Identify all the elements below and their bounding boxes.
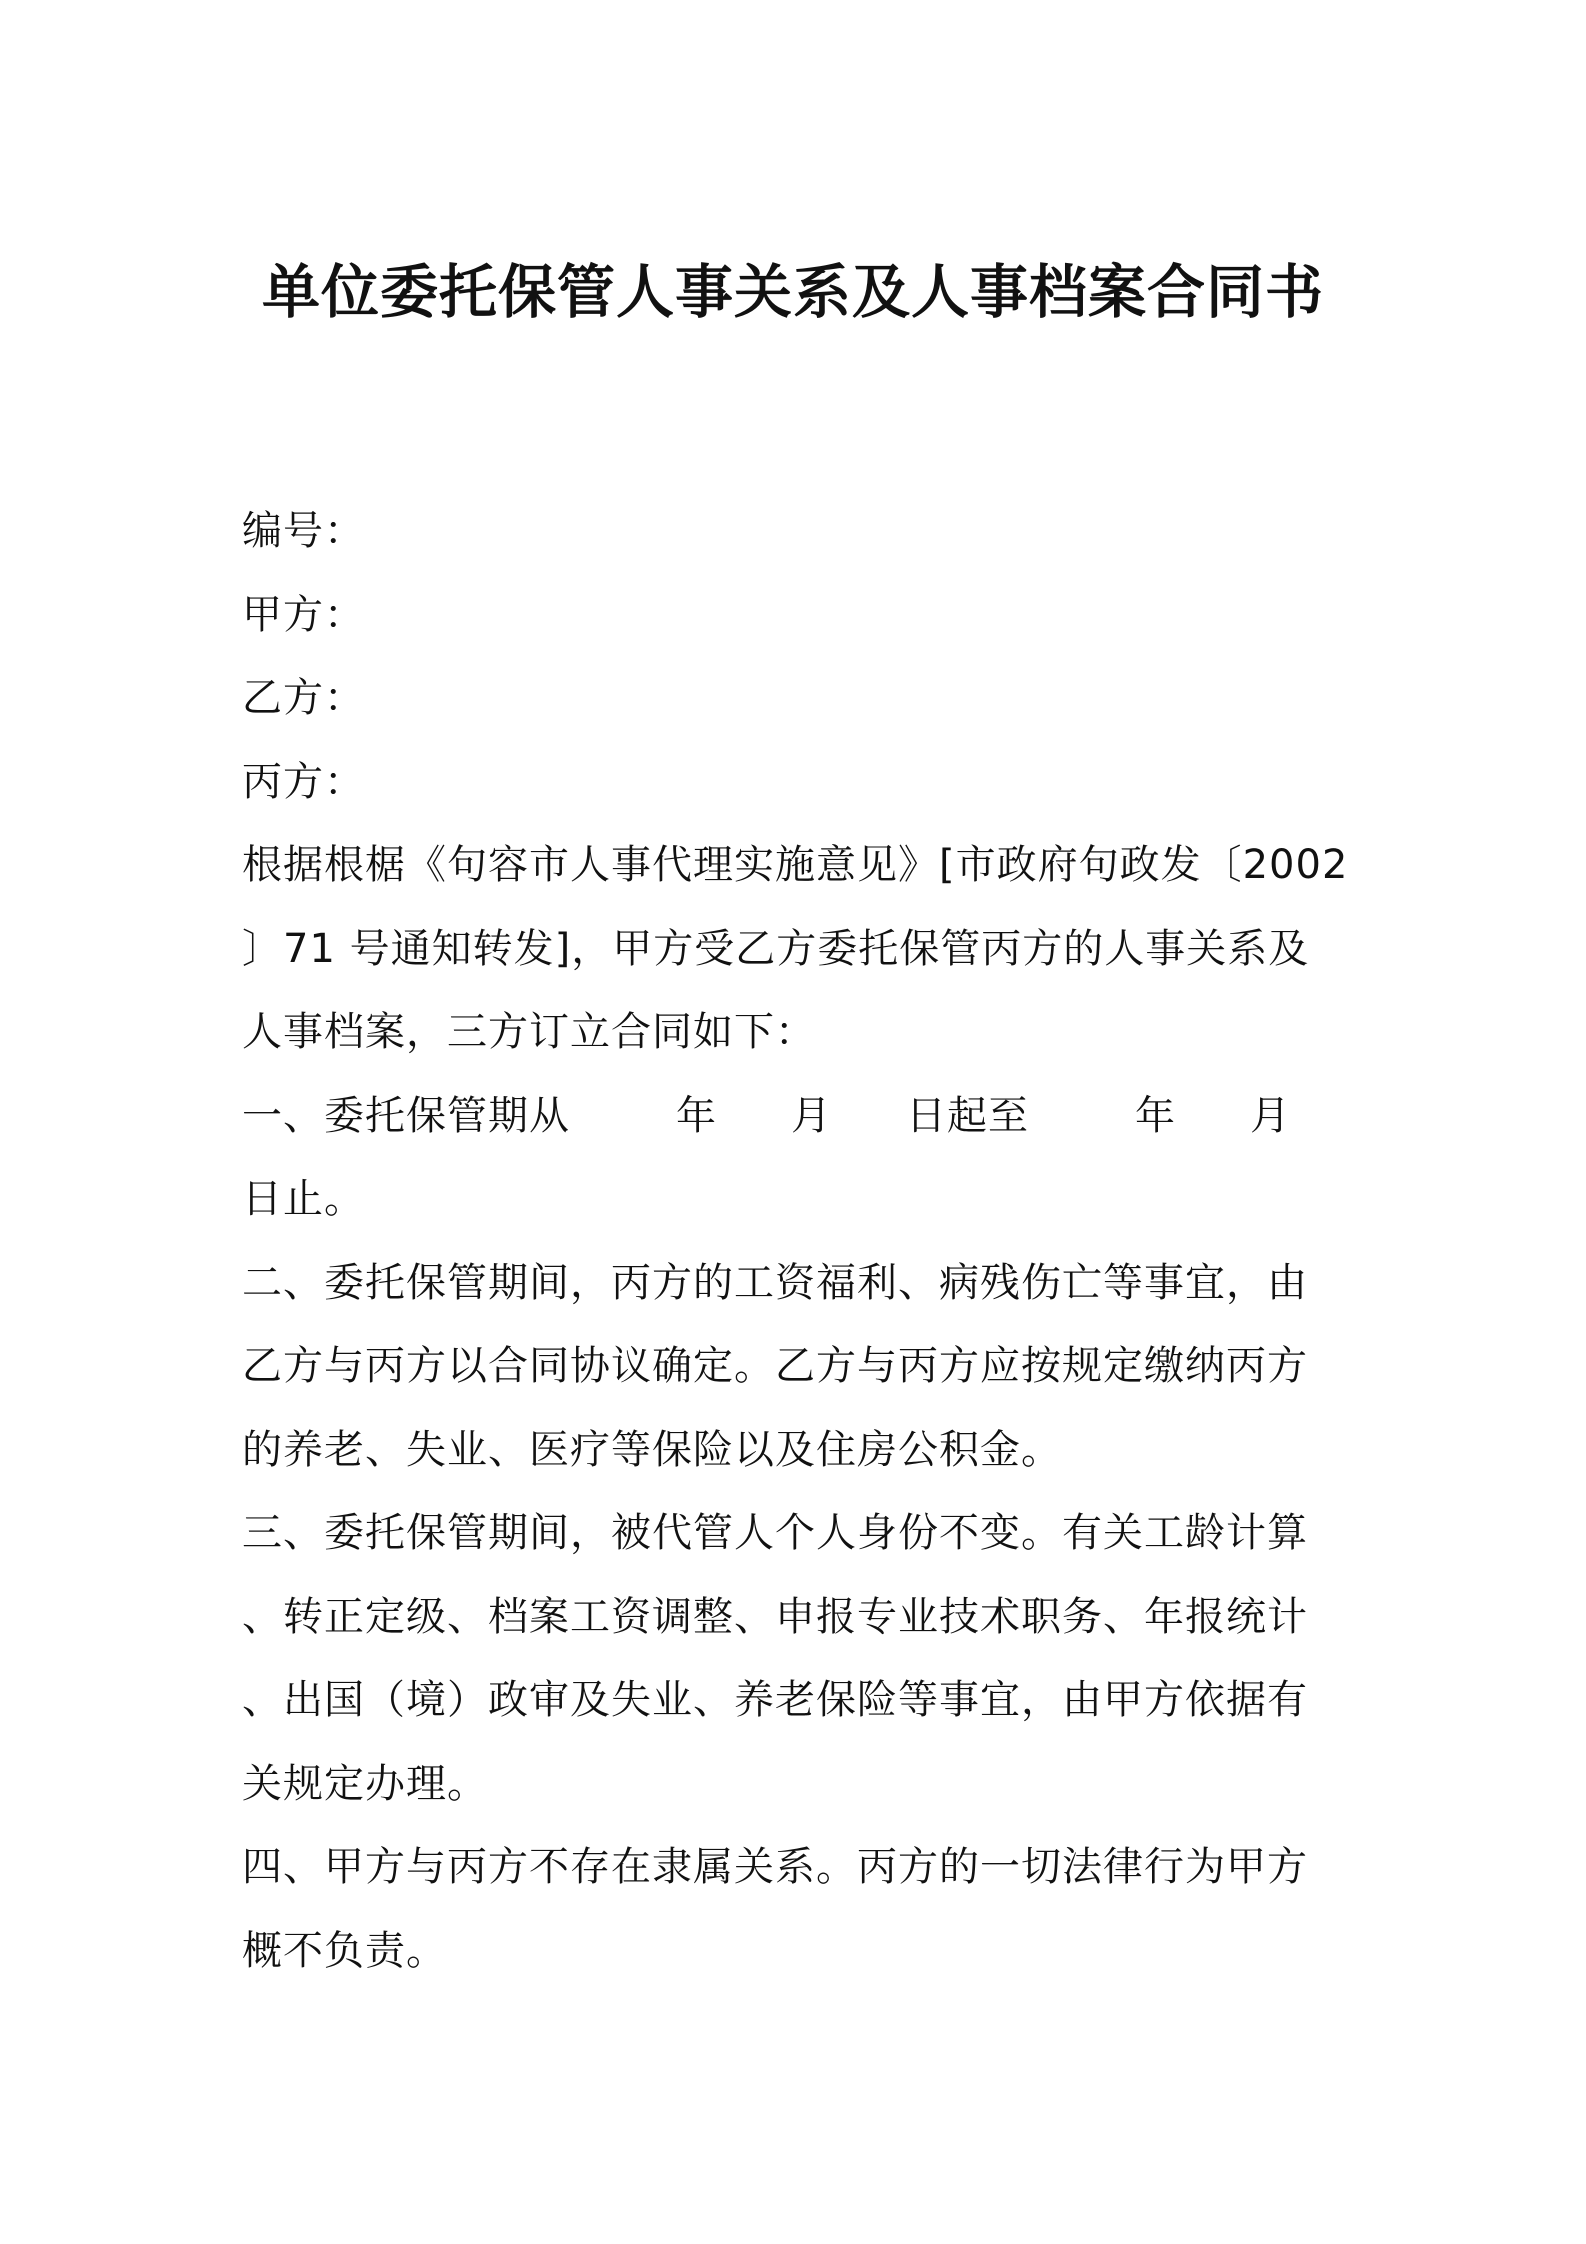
clause-4-line: 四、甲方与丙方不存在隶属关系。丙方的一切法律行为甲方 bbox=[242, 1844, 1308, 1890]
clause-2-line: 乙方与丙方以合同协议确定。乙方与丙方应按规定缴纳丙方 bbox=[242, 1343, 1308, 1389]
clause-1-month-from: 月 bbox=[791, 1092, 832, 1139]
clause-1-year-from: 年 bbox=[676, 1092, 717, 1139]
clause-1-period bbox=[242, 1075, 1362, 1159]
field-number: 编号： bbox=[242, 508, 365, 554]
clause-1-month-to: 月 bbox=[1250, 1092, 1291, 1139]
document-title: 单位委托保管人事关系及人事档案合同书 bbox=[261, 258, 1324, 326]
preamble-line: 〕71 号通知转发]，甲方受乙方委托保管丙方的人事关系及 bbox=[242, 925, 1310, 972]
preamble-line: 人事档案，三方订立合同如下： bbox=[242, 1009, 816, 1055]
clause-3-line: 关规定办理。 bbox=[242, 1760, 488, 1807]
field-party-a: 甲方： bbox=[242, 591, 365, 638]
clause-4-line: 概不负责。 bbox=[242, 1927, 447, 1974]
clause-1-year-to: 年 bbox=[1135, 1092, 1176, 1139]
preamble-line: 根据根椐《句容市人事代理实施意见》[市政府句政发〔2002 bbox=[242, 842, 1349, 888]
field-party-b: 乙方： bbox=[242, 675, 365, 721]
clause-3-line: 三、委托保管期间，被代管人个人身份不变。有关工龄计算 bbox=[242, 1510, 1308, 1556]
clause-1-day-from: 日起至 bbox=[906, 1092, 1029, 1139]
clause-2-line: 二、委托保管期间，丙方的工资福利、病残伤亡等事宜，由 bbox=[242, 1259, 1308, 1306]
clause-3-line: 、转正定级、档案工资调整、申报专业技术职务、年报统计 bbox=[242, 1593, 1308, 1640]
document-body bbox=[242, 490, 1362, 1993]
field-party-c: 丙方： bbox=[242, 758, 365, 805]
clause-1-end: 日止。 bbox=[242, 1176, 365, 1222]
clause-1-prefix: 一、委托保管期从 bbox=[242, 1092, 570, 1139]
clause-2-line: 的养老、失业、医疗等保险以及住房公积金。 bbox=[242, 1426, 1062, 1473]
clause-3-line: 、出国（境）政审及失业、养老保险等事宜，由甲方依据有 bbox=[242, 1677, 1308, 1723]
